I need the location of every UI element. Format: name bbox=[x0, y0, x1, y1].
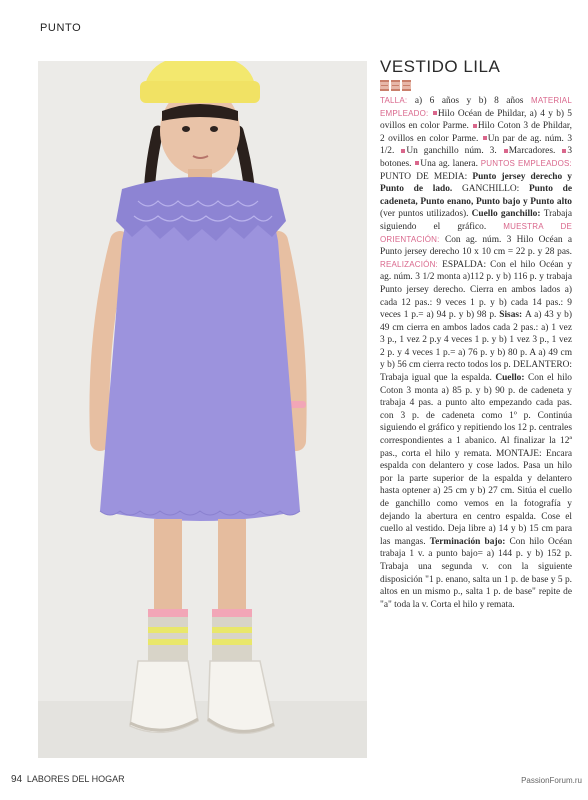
puntos-text: GANCHILLO: bbox=[461, 184, 529, 195]
difficulty-skeins-icon bbox=[380, 80, 572, 91]
material-item: 3 botones. bbox=[380, 146, 572, 169]
page-number: 94 bbox=[11, 774, 25, 785]
puntos-text: Trabaja siguiendo el gráfico. bbox=[380, 209, 573, 232]
material-item: Un par de ag. núm. 3 1/2. bbox=[380, 133, 573, 157]
puntos-text: (ver puntos utilizados). bbox=[380, 209, 472, 220]
puntos-bold: Cuello ganchillo: bbox=[471, 209, 544, 220]
puntos-bold: Punto jersey derecho y Punto de lado. bbox=[380, 171, 572, 195]
bullet-icon bbox=[483, 136, 487, 140]
realizacion-text: Con hilo Océan trabaja 1 v. a punto bajo= a) 144 p. y b) 152 p. Trabaja una segunda v. con la siguiente disposición "1 p. enano, salta un 1 p. de base y 5 p. altos en un mismo p., salta 1 p. de base" repite de "a" toda la v. Corta el hilo y remata. bbox=[380, 536, 573, 610]
article bbox=[380, 57, 572, 611]
article-body bbox=[380, 95, 572, 611]
bullet-icon bbox=[401, 149, 405, 153]
bullet-icon bbox=[562, 149, 566, 153]
realizacion-heading: REALIZACIÓN: bbox=[380, 259, 443, 269]
bullet-icon bbox=[473, 124, 477, 128]
article-title: VESTIDO LILA bbox=[380, 57, 501, 76]
page-footer bbox=[11, 774, 125, 785]
material-item: Una ag. lanera. bbox=[420, 158, 481, 169]
talla-text: a) 6 años y b) 8 años bbox=[414, 96, 531, 106]
section-label: PUNTO bbox=[40, 22, 82, 34]
bullet-icon bbox=[415, 161, 419, 165]
terminacion-heading: Terminación bajo: bbox=[429, 536, 510, 547]
magazine-name: LABORES DEL HOGAR bbox=[26, 774, 125, 784]
material-heading: MATERIAL EMPLEADO: bbox=[380, 96, 572, 118]
realizacion-text: ESPALDA: Con el hilo Océan y ag. núm. 3 1/2 monta a)112 p. y b) 116 p. y trabaja Punto jersey derecho. Cierra en ambos lados a) cada 12 pas.: 9 veces 1 p. y b) cada 14 pas.: 9 veces 1 p.= a) 94 p. y b) 98 p. bbox=[380, 259, 573, 321]
bullet-icon bbox=[433, 111, 437, 115]
muestra-heading: MUESTRA DE ORIENTACIÓN: bbox=[380, 221, 572, 244]
watermark: PassionForum.ru bbox=[521, 776, 582, 785]
realizacion-text: Con el hilo Coton 3 monta a) 85 p. y b) 90 p. de cadeneta y trabaja 4 pas. a punto alto empezando cada pas. con 3 p. de cadeneta como 1º p. Continúa siguiendo el gráfico y repitiendo los 12 p. centrales correspondientes a 1 abanico. Al finalizar la 12ª pas., corta el hilo y remata. MONTAJE: Encara espalda con delantero y cose lados. Pasa un hilo por la parte superior de la espalda y delantero hasta optener a) 25 cm y b) 27 cm. Sitúa el cuello de ganchillo como vemos en la fotografía y dejando la abertura en centro espalda. Cose el cuello al vestido. Deja libre a) 14 y b) 15 cm para las mangas. bbox=[380, 373, 572, 547]
cuello-heading: Cuello: bbox=[495, 373, 528, 384]
material-item: Un ganchillo núm. 3. bbox=[406, 146, 503, 157]
realizacion-text: A a) 43 y b) 49 cm cierra en ambos lados cada 2 pas.: a) 1 vez 3 p., 1 vez 2 p.y 4 veces 1 p. y b) 1 vez 3 p., 1 vez 2 p. y 4 veces 1 p.= a) 76 p. y b) 80 p. A a) 49 cm y b) 56 cm cierra recto todos los p. DELANTERO: Trabaja igual que la espalda. bbox=[380, 310, 572, 384]
muestra-text: Con ag. núm. 3 Hilo Océan a Punto jersey derecho 10 x 10 cm = 22 p. y 28 pas. bbox=[380, 234, 572, 258]
material-item: Hilo Océan de Phildar, a) 4 y b) 5 ovillos en color Parme. bbox=[380, 108, 572, 132]
puntos-text: PUNTO DE MEDIA: bbox=[380, 171, 473, 182]
puntos-bold: Punto de cadeneta, Punto enano, Punto bajo y Punto alto bbox=[380, 184, 572, 207]
bullet-icon bbox=[504, 149, 508, 153]
material-item: Hilo Coton 3 de Phildar, 2 ovillos en color Parme. bbox=[380, 121, 572, 144]
puntos-heading: PUNTOS EMPLEADOS: bbox=[480, 158, 572, 168]
photo-girl-lilac-dress bbox=[38, 61, 367, 758]
material-item: Marcadores. bbox=[508, 146, 562, 157]
sisas-heading: Sisas: bbox=[499, 310, 526, 321]
talla-heading: TALLA: bbox=[380, 96, 415, 105]
